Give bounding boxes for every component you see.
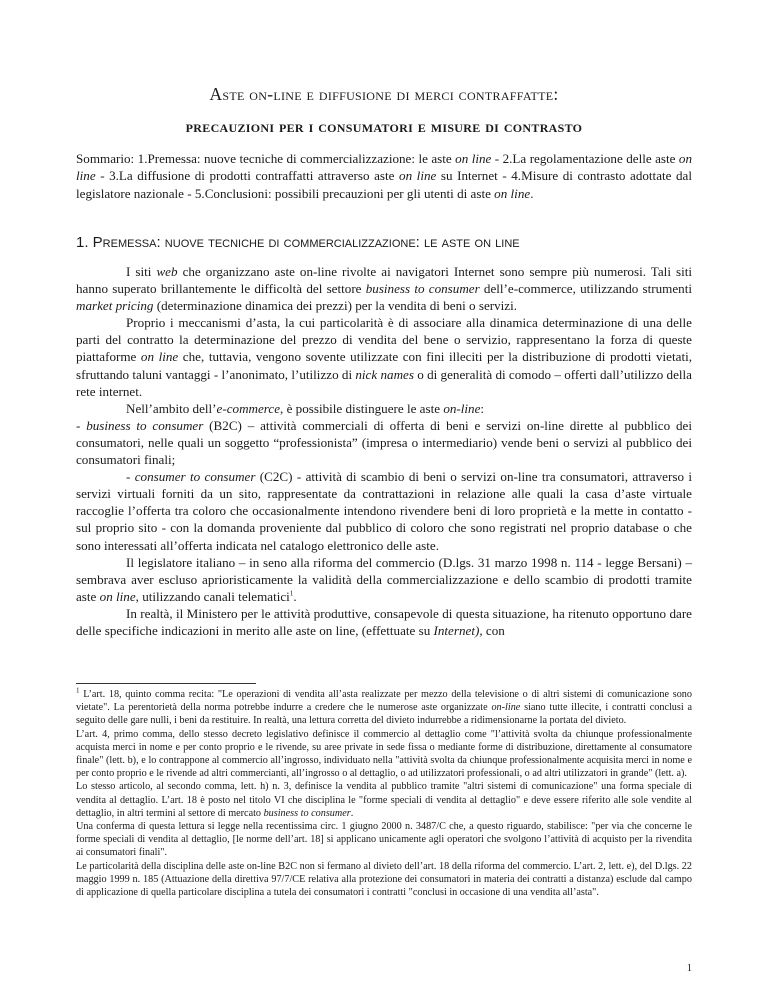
emphasis: on-line <box>491 702 521 714</box>
summary-text: su Internet - 4.Misure di contrasto adottate dal legislatore nazionale - 5.Conclusioni: possibili precauzioni per gli utenti di aste <box>76 168 693 201</box>
footnote-ref-link[interactable]: 1 <box>289 589 294 598</box>
text-run: - <box>76 417 87 433</box>
text-run: siano tutte illecite, i contratti conclusi a seguito delle gare nulli, i beni da restituire. In realtà, una lettura corretta del divieto indurrebbe a ridimensionarne la portata del divieto. <box>76 702 693 727</box>
emphasis: nick names <box>355 366 414 382</box>
footnote-divider <box>76 683 256 684</box>
text-run: . <box>293 588 297 604</box>
paragraph <box>76 400 692 417</box>
paragraph <box>76 605 692 639</box>
text-run: Lo stesso articolo, al secondo comma, lett. h) n. 3, definisce la vendita al pubblico tramite "altri sistemi di comunicazione" una forma speciale di vendita al dettaglio. L’art. 18 è posto nel titolo VI che disciplina le "forme speciali di vendita al dettaglio" e deve essere riferito alle sole vendite al dettaglio, in altri termini al settore di mercato <box>76 781 692 819</box>
text-run: I siti <box>126 264 157 279</box>
paragraph <box>76 263 692 314</box>
text-run: In realtà, il Ministero per le attività produttive, consapevole di questa situazione, ha ritenuto opportuno dare delle specifiche indicazioni in merito alle aste on line, (effettuate su <box>76 605 692 638</box>
emphasis: consumer to consumer <box>134 469 256 485</box>
emphasis: Internet), <box>433 622 483 638</box>
page-number: 1 <box>686 963 692 974</box>
footnote-paragraph: Una conferma di questa lettura si legge nella recentissima circ. 1 giugno 2000 n. 3487/C che, a questo riguardo, stabilisce: "per via che concerne le forme speciali di vendita al dettaglio, [le norme dell’art. 18] si applicano unicamente agli operatori che svolgono l’attività di acquisto per la rivendita ai consumatori finali". <box>76 821 692 859</box>
summary-text: - 3.La diffusione di prodotti contraffatti attraverso aste <box>95 168 400 184</box>
summary-text: Sommario: 1.Premessa: nuove tecniche di commercializzazione: le aste <box>76 151 456 166</box>
text-run: o di generalità di comodo – offerti dall’utilizzo della rete internet. <box>76 366 692 399</box>
text-run: . <box>350 807 354 819</box>
footnote <box>76 688 692 728</box>
section-heading: 1. Premessa: nuove tecniche di commercializzazione: le aste on line <box>76 234 520 251</box>
summary-emphasis: on line <box>399 168 437 184</box>
summary-emphasis: on line <box>455 151 492 166</box>
emphasis: business to consumer <box>86 417 204 433</box>
text-run: (determinazione dinamica dei prezzi) per la vendita di beni o servizi. <box>153 298 518 314</box>
summary-emphasis: on line <box>76 151 692 184</box>
emphasis: business to consumer <box>365 281 480 297</box>
paragraph <box>76 554 692 605</box>
text-run: - <box>126 469 135 485</box>
footnote-number: 1 <box>76 686 80 695</box>
text-run: , utilizzando canali telematici <box>135 588 290 604</box>
body-text <box>76 263 692 639</box>
summary <box>76 150 692 202</box>
document-subtitle: precauzioni per i consumatori e misure di contrasto <box>185 116 583 136</box>
footnote-paragraph: Le particolarità della disciplina delle aste on-line B2C non si fermano al divieto dell’art. 18 della riforma del commercio. L’art. 2, lett. e), del D.lgs. 22 maggio 1999 n. 185 (Attuazione della direttiva 97/7/CE relativa alla protezione dei consumatori in materia dei contratti a distanza) esclude dal campo di applicazione di quella particolare disciplina a tutela dei consumatori i contratti "conclusi in occasione di una vendita all’asta". <box>76 860 692 899</box>
emphasis: web <box>156 264 178 279</box>
emphasis: business to consumer <box>263 807 351 819</box>
text-run: Proprio i meccanismi d’asta, la cui particolarità è di associare alla dinamica determinazione di una delle parti del contratto la determinazione del prezzo di vendita del bene o servizio, rappresentano la forza di queste piattaforme <box>76 315 692 365</box>
paragraph <box>76 314 692 399</box>
emphasis: market pricing <box>76 298 154 314</box>
text-run: con <box>482 622 505 638</box>
footnotes <box>76 688 692 899</box>
summary-emphasis: on line <box>494 185 531 201</box>
text-run: (B2C) – attività commerciali di offerta di beni e servizi on-line dirette al pubblico dei consumatori, nelle quali un soggetto “professionista” (impresa o intermediario) vende beni o servizi al pubblico dei consumatori finali; <box>76 417 692 468</box>
text-run: , è possibile distinguere le aste <box>280 400 444 416</box>
emphasis: e-commerce <box>216 400 281 416</box>
footnote-paragraph <box>76 780 692 820</box>
text-run: (C2C) - attività di scambio di beni o servizi on-line tra consumatori, attraverso i servizi virtuali forniti da un sito, rappresentate da contrattazioni in relazione alle quali la casa d’aste virtuale raccoglie l’offerta tra coloro che occasionalmente intendono rivendere beni di loro proprietà e la mette in contatto - sul proprio sito - con la domanda proveniente dal pubblico di coloro che sono registrati nel proprio database o che sono interessati all’offerta indicata nel catalogo elettronico delle aste. <box>76 469 692 553</box>
emphasis: on-line <box>443 400 481 416</box>
list-paragraph <box>76 417 692 468</box>
text-run: Nell’ambito dell’ <box>126 400 217 416</box>
text-run: Il legislatore italiano – in seno alla riforma del commercio (D.lgs. 31 marzo 1998 n. 114 - legge Bersani) – sembrava aver escluso aprioristicamente la validità della commercializzazione e dello scambio di prodotti tramite aste <box>76 554 692 604</box>
text-run: dell’e-commerce, utilizzando strumenti <box>479 281 692 297</box>
footnote-paragraph: L’art. 4, primo comma, dello stesso decreto legislativo definisce il commercio al dettaglio come "l’attività svolta da chiunque professionalmente acquista merci in nome e per conto proprio e le rivende, su aree private in sede fissa o mediante forme di distribuzione, direttamente al consumatore finale" (lett. b), e lo contrappone al commercio all’ingrosso, individuato nella "attività svolta da chiunque professionalmente acquisita merci in nome e per conto proprio e le rivende ad altri commercianti, all’ingrosso o al dettaglio, o ad utilizzatori professionali, o ad altri utilizzatori in grande" (lett. a). <box>76 728 692 780</box>
document-title: Aste on-line e diffusione di merci contraffatte: <box>209 84 559 104</box>
emphasis: on line <box>99 588 136 604</box>
text-run: L’art. 18, quinto comma recita: "Le operazioni di vendita all’asta realizzate per mezzo della televisione o di altri sistemi di comunicazione sono vietate". La perentorietà della norma potrebbe indurre a credere che le numerose aste organizzate <box>76 689 692 714</box>
text-run: : <box>480 400 485 416</box>
text-run: che organizzano aste on-line rivolte ai navigatori Internet sono sempre più numerosi. Tali siti hanno superato brillantemente le difficoltà del settore <box>76 264 692 297</box>
summary-text: . <box>530 185 534 201</box>
emphasis: on line <box>140 349 179 365</box>
text-run: che, tuttavia, vengono sovente utilizzate con fini illeciti per la distribuzione di prodotti vietati, sfruttando taluni vantaggi - l’anonimato, l’utilizzo di <box>76 349 692 382</box>
summary-text: - 2.La regolamentazione delle aste <box>491 151 679 166</box>
list-paragraph <box>76 468 692 553</box>
